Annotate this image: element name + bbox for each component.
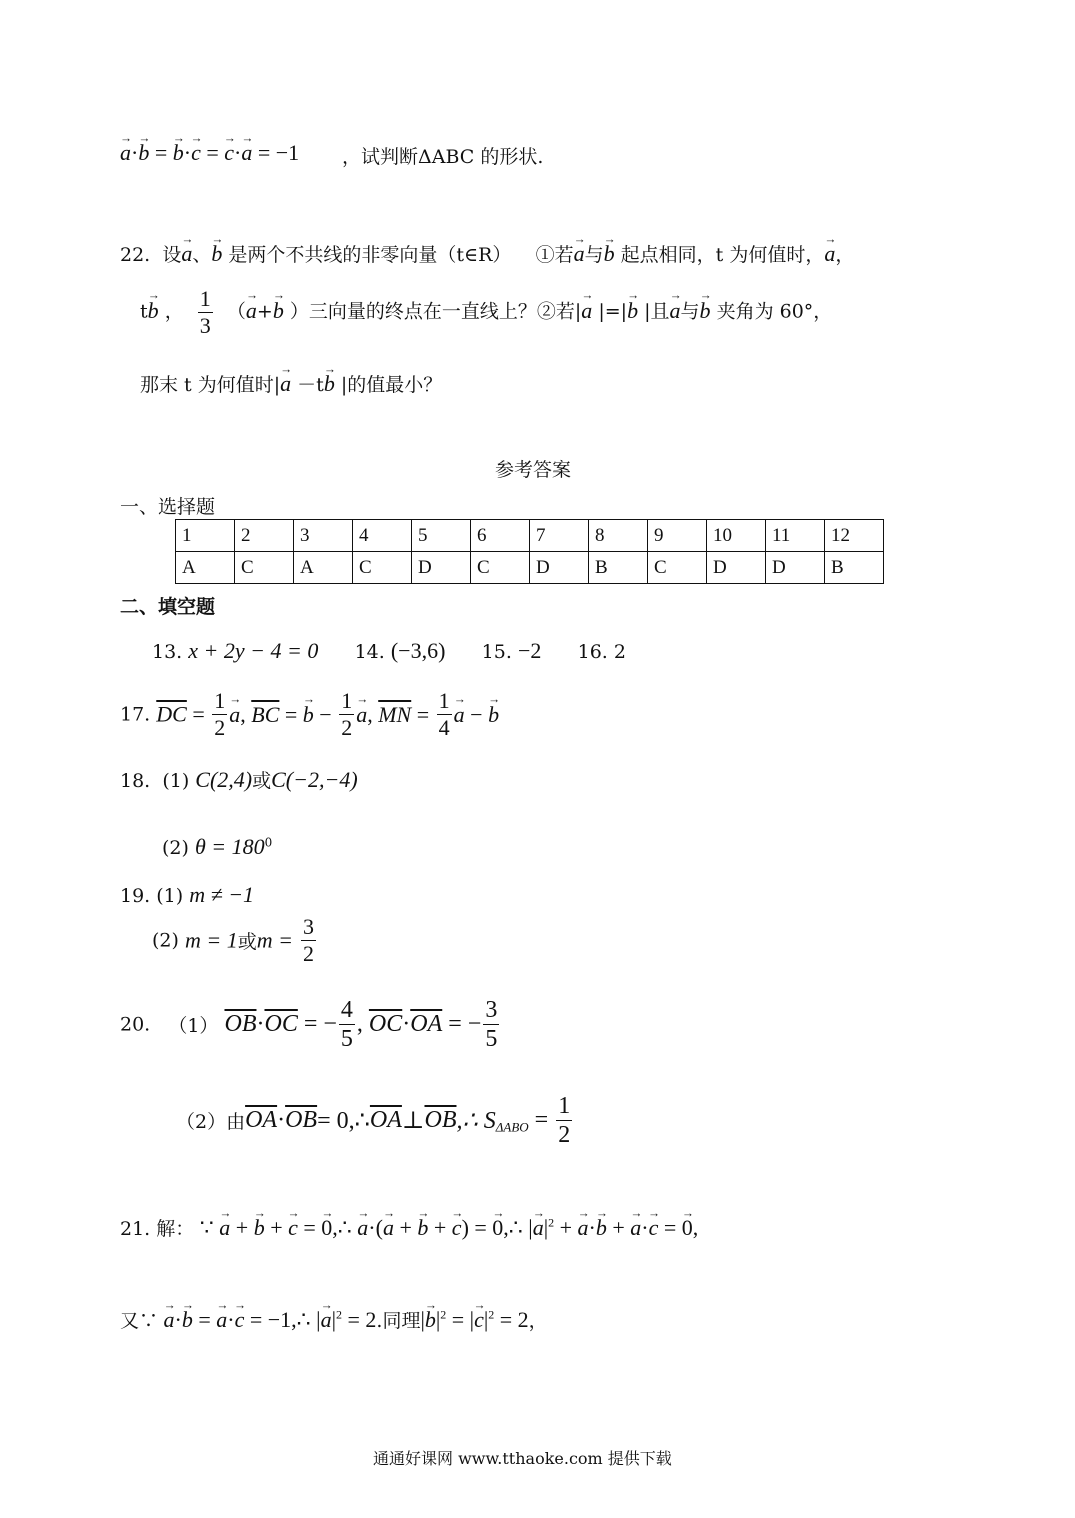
q18-part1: 18. (1) C(2,4)或C(−2,−4) (120, 767, 358, 792)
q22-line1: 22. 设→ a、→ b 是两个不共线的非零向量（t∈R） ①若→ a与→ b 起点相同，t 为何值时，→ a， (120, 240, 854, 267)
answer-cell: C (471, 552, 530, 584)
question-number-cell: 11 (766, 520, 825, 552)
answer-cell: C (353, 552, 412, 584)
question-number-cell: 9 (648, 520, 707, 552)
q22-line3: 那末 t 为何值时|→ a －t→ b |的值最小？ (140, 370, 442, 397)
table-row-numbers (176, 520, 884, 552)
question-number-cell: 6 (471, 520, 530, 552)
question-number-cell: 4 (353, 520, 412, 552)
question-number-cell: 12 (825, 520, 884, 552)
q19-part1: 19. (1) m ≠ −1 (120, 882, 255, 907)
answer-cell: D (766, 552, 825, 584)
question-number-cell: 7 (530, 520, 589, 552)
top-line-text: ，试判断ΔABC 的形状. (342, 146, 544, 168)
section-choice-title: 一、选择题 (120, 496, 216, 518)
section-fill-title: 二、填空题 (120, 596, 216, 618)
answer-cell: B (825, 552, 884, 584)
table-row-answers (176, 552, 884, 584)
answer-cell: D (412, 552, 471, 584)
q18-part2: (2) $\theta = 180^0$ (162, 834, 273, 859)
footer-credit: 通通好课网 www.tthaoke.com 提供下载 (373, 1449, 672, 1468)
choice-answer-table (175, 519, 884, 584)
question-number-cell: 3 (294, 520, 353, 552)
q17-answer: 17. $\overline{DC}$ = $\frac{1}{2}$ → a, $\overline{BC}$ = → b − $\frac{1}{2}$ → a, $\overline{MN}$ = $\frac{1}{4}$ → a − → b (120, 690, 499, 739)
question-number-cell: 1 (176, 520, 235, 552)
answer-cell: D (707, 552, 766, 584)
answer-cell: A (176, 552, 235, 584)
q21-line1: 21. 解： ∵ → a + → b + → c = → 0,∴ → a·(→ a + → b + → c) = → 0,∴ |→ $a|^2$ + → a·→ b + → a·→ c = → 0, (120, 1214, 698, 1241)
answer-cell: A (294, 552, 353, 584)
top-equation: → a·→ b = → b·→ c = → c·→ a = −1 (120, 140, 299, 166)
question-number-cell: 10 (707, 520, 766, 552)
question-number-cell: 8 (589, 520, 648, 552)
q19-part2: (2) m = 1或m = $\frac{3}{2}$ (152, 914, 314, 966)
q20-part1: 20. （1） $\overline{OB}\cdot\overline{OC}$ = − $\frac{4}{5}$ , $\overline{OC}\cdot\overline{OA}$ = − $\frac{3}{5}$ (120, 997, 498, 1052)
question-number-cell: 5 (412, 520, 471, 552)
question-number-cell: 2 (235, 520, 294, 552)
answers-title: 参考答案 (495, 459, 572, 481)
answer-cell: D (530, 552, 589, 584)
fill-answers-line: 13. x + 2y − 4 = 0 14. (−3,6) 15. −2 16. 2 (152, 638, 626, 663)
q22-line2: t→ b ， $\frac{1}{3}$ （→ a+→ b ）三向量的终点在一直线上？②若|→ a |=|→ b |且→ a与→ b 夹角为 60°， (140, 288, 832, 337)
q21-line2: 又∵ → a·→ b = → a·→ c = −1,∴ |→ $a|^2 = 2$.同理|→ $b|^2$ = |→ $c|^2 = 2$， (120, 1306, 548, 1333)
answer-cell: C (648, 552, 707, 584)
q20-part2: （2）由$\overline{OA}\cdot\overline{OB}=$ $0,\therefore\overline{OA}\perp\overline{OB},\therefore$ $S_{\Delta ABO}$ = $\frac{1}{2}$ (176, 1093, 571, 1148)
answer-cell: C (235, 552, 294, 584)
answer-cell: B (589, 552, 648, 584)
